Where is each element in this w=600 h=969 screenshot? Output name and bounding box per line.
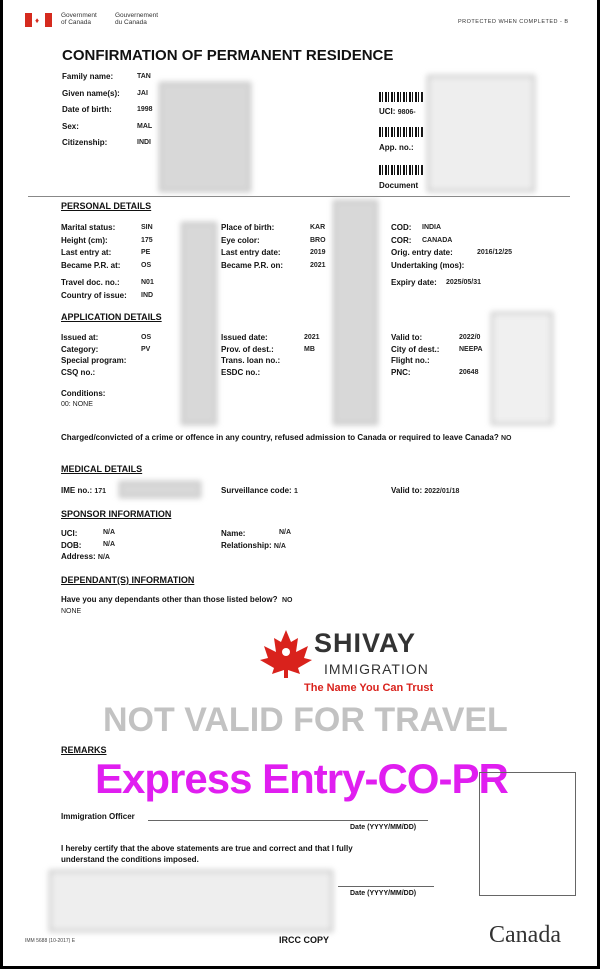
field-label: COD: (391, 223, 412, 232)
ircc-copy: IRCC COPY (279, 935, 330, 945)
field-label: ESDC no.: (221, 367, 261, 377)
officer-signature-line (148, 820, 428, 821)
maple-leaf-icon (258, 628, 314, 678)
field-value: BRO (310, 236, 326, 244)
application-details-heading: APPLICATION DETAILS (61, 312, 162, 322)
field-label: Valid to: (391, 333, 423, 342)
field (221, 223, 326, 232)
field-value: OS (141, 261, 152, 269)
field-value: KAR (310, 224, 326, 231)
dependants-list: NONE (61, 608, 82, 615)
sponsor-name: Name: N/A (221, 529, 292, 538)
field-label: Became P.R. at: (61, 260, 121, 270)
field (61, 290, 154, 300)
logo-name: SHIVAY (314, 628, 417, 658)
field (391, 356, 430, 365)
field-label: Date of birth: (62, 105, 112, 114)
field-value: 2016/12/25 (477, 249, 513, 256)
field-value: MB (304, 345, 315, 353)
field-label: Citizenship: (62, 138, 108, 147)
field-value: 20648 (459, 368, 479, 376)
field (62, 72, 151, 81)
field-value: NEEPA (459, 345, 483, 353)
redaction (119, 481, 201, 498)
field (61, 278, 154, 287)
field-value: PV (141, 345, 151, 353)
field-label: Place of birth: (221, 223, 275, 232)
medical-valid: Valid to: 2022/01/18 (391, 486, 460, 495)
app-barcode (379, 127, 423, 137)
field (61, 223, 153, 232)
field (62, 105, 153, 114)
field-label: PNC: (391, 367, 411, 377)
sponsor-heading: SPONSOR INFORMATION (61, 509, 172, 519)
personal-details-heading: PERSONAL DETAILS (61, 201, 152, 211)
field-label: Undertaking (mos): (391, 260, 465, 270)
field (221, 368, 260, 377)
field-value: INDI (137, 139, 151, 146)
field (221, 356, 280, 365)
redaction (491, 312, 553, 425)
field-label: Prov. of dest.: (221, 344, 274, 354)
watermark: NOT VALID FOR TRAVEL (103, 701, 508, 739)
uci-barcode (379, 92, 423, 102)
sponsor-dob: DOB: N/A (61, 541, 116, 550)
field-label: CSQ no.: (61, 367, 96, 377)
sponsor-address: Address: N/A (61, 552, 110, 561)
gov-en: Government of Canada (61, 12, 97, 26)
surveillance: Surveillance code: 1 (221, 486, 298, 495)
field (62, 88, 148, 98)
field (391, 235, 453, 245)
field (62, 121, 153, 131)
field (61, 356, 126, 365)
field-label: Last entry at: (61, 248, 112, 257)
field-label: Flight no.: (391, 356, 430, 365)
sponsor-uci: UCI: N/A (61, 529, 116, 538)
field-value: 175 (141, 236, 153, 244)
field-label: Became P.R. on: (221, 260, 284, 270)
charged-question: Charged/convicted of a crime or offence in any country, refused admission to Canada or required to leave Canada? NO (61, 433, 512, 442)
conditions-value: 00: NONE (61, 401, 93, 408)
logo-tagline: The Name You Can Trust (304, 682, 434, 694)
field-value: 2022/0 (459, 334, 481, 341)
officer-label: Immigration Officer (61, 812, 135, 821)
medical-heading: MEDICAL DETAILS (61, 464, 143, 474)
field-label: Travel doc. no.: (61, 278, 120, 287)
field (391, 223, 442, 232)
redaction (181, 222, 217, 425)
field (391, 248, 513, 257)
logo-sub: IMMIGRATION (324, 661, 429, 677)
photo-box (479, 772, 576, 896)
field (61, 368, 95, 377)
field (391, 261, 464, 270)
field-label: Sex: (62, 121, 79, 131)
field (221, 344, 315, 354)
field-value: 2025/05/31 (446, 279, 482, 286)
field-label: COR: (391, 235, 412, 245)
field (221, 333, 320, 342)
redaction (427, 75, 535, 192)
dependants-heading: DEPENDANT(S) INFORMATION (61, 575, 195, 585)
divider (28, 196, 570, 197)
express-entry-overlay: Express Entry-CO-PR (95, 755, 508, 802)
field-label: Last entry date: (221, 248, 281, 257)
field-value: 2021 (304, 334, 320, 341)
field-label: Height (cm): (61, 235, 108, 245)
field-label: Marital status: (61, 223, 116, 232)
certification-text: I hereby certify that the above statements are true and correct and that I fully understand the conditions imposed. (61, 844, 353, 864)
field (61, 333, 152, 342)
field-value: 2019 (310, 249, 326, 256)
canada-flag-icon: ♦ (25, 13, 52, 27)
date-label-1: Date (YYYY/MM/DD) (350, 824, 417, 831)
field-value: OS (141, 334, 152, 341)
remarks-heading: REMARKS (61, 745, 107, 755)
field (391, 344, 483, 354)
redaction (333, 200, 378, 425)
date-label-2: Date (YYYY/MM/DD) (350, 890, 417, 897)
field-value: SIN (141, 224, 153, 231)
field (61, 344, 151, 354)
field (61, 235, 153, 245)
field-label: Family name: (62, 72, 114, 81)
field-value: 2021 (310, 261, 326, 269)
field-label: Country of issue: (61, 290, 127, 300)
page-title: CONFIRMATION OF PERMANENT RESIDENCE (62, 47, 394, 64)
field-value: N01 (141, 279, 154, 286)
field-label: Eye color: (221, 235, 260, 245)
protected-label: PROTECTED WHEN COMPLETED - B (458, 19, 569, 25)
sponsor-relationship: Relationship: N/A (221, 541, 286, 550)
field-value: 1998 (137, 106, 153, 113)
ime: IME no.: 171 (61, 486, 107, 495)
gov-fr: Gouvernement du Canada (115, 12, 158, 26)
field (221, 260, 326, 270)
field (62, 138, 151, 147)
app-no-label: App. no.: (379, 143, 414, 152)
field-value: CANADA (422, 236, 453, 244)
field (221, 235, 326, 245)
redaction (159, 82, 251, 192)
field (391, 278, 482, 287)
dependants-question: Have you any dependants other than those listed below? NO (61, 595, 293, 604)
document-page (3, 0, 597, 966)
field-label: Trans. loan no.: (221, 356, 281, 365)
field-value: MAL (137, 122, 153, 130)
field (61, 260, 152, 270)
conditions-label: Conditions: (61, 389, 106, 398)
field-label: Category: (61, 344, 99, 354)
field-label: City of dest.: (391, 344, 440, 354)
document-barcode (379, 165, 423, 175)
document-label: Document (379, 181, 419, 190)
signature-redaction (49, 870, 333, 932)
form-number: IMM 5688 (10-2017) E (25, 938, 76, 944)
field-value: INDIA (422, 224, 442, 231)
field-value: PE (141, 249, 151, 256)
field (221, 248, 326, 257)
field-label: Issued at: (61, 333, 99, 342)
field (61, 248, 151, 257)
canada-wordmark: Canada (489, 922, 561, 948)
date-line (338, 886, 434, 887)
shivay-logo (258, 628, 463, 698)
field-label: Given name(s): (62, 88, 120, 98)
field-value: JAI (137, 89, 148, 97)
field-label: Expiry date: (391, 278, 437, 287)
field-value: IND (141, 291, 154, 299)
uci-label: UCI: 9806- (379, 107, 416, 116)
field-label: Special program: (61, 356, 127, 365)
field-label: Orig. entry date: (391, 248, 453, 257)
field (391, 333, 481, 342)
field (391, 367, 479, 377)
field-value: TAN (137, 73, 151, 80)
field-label: Issued date: (221, 333, 268, 342)
